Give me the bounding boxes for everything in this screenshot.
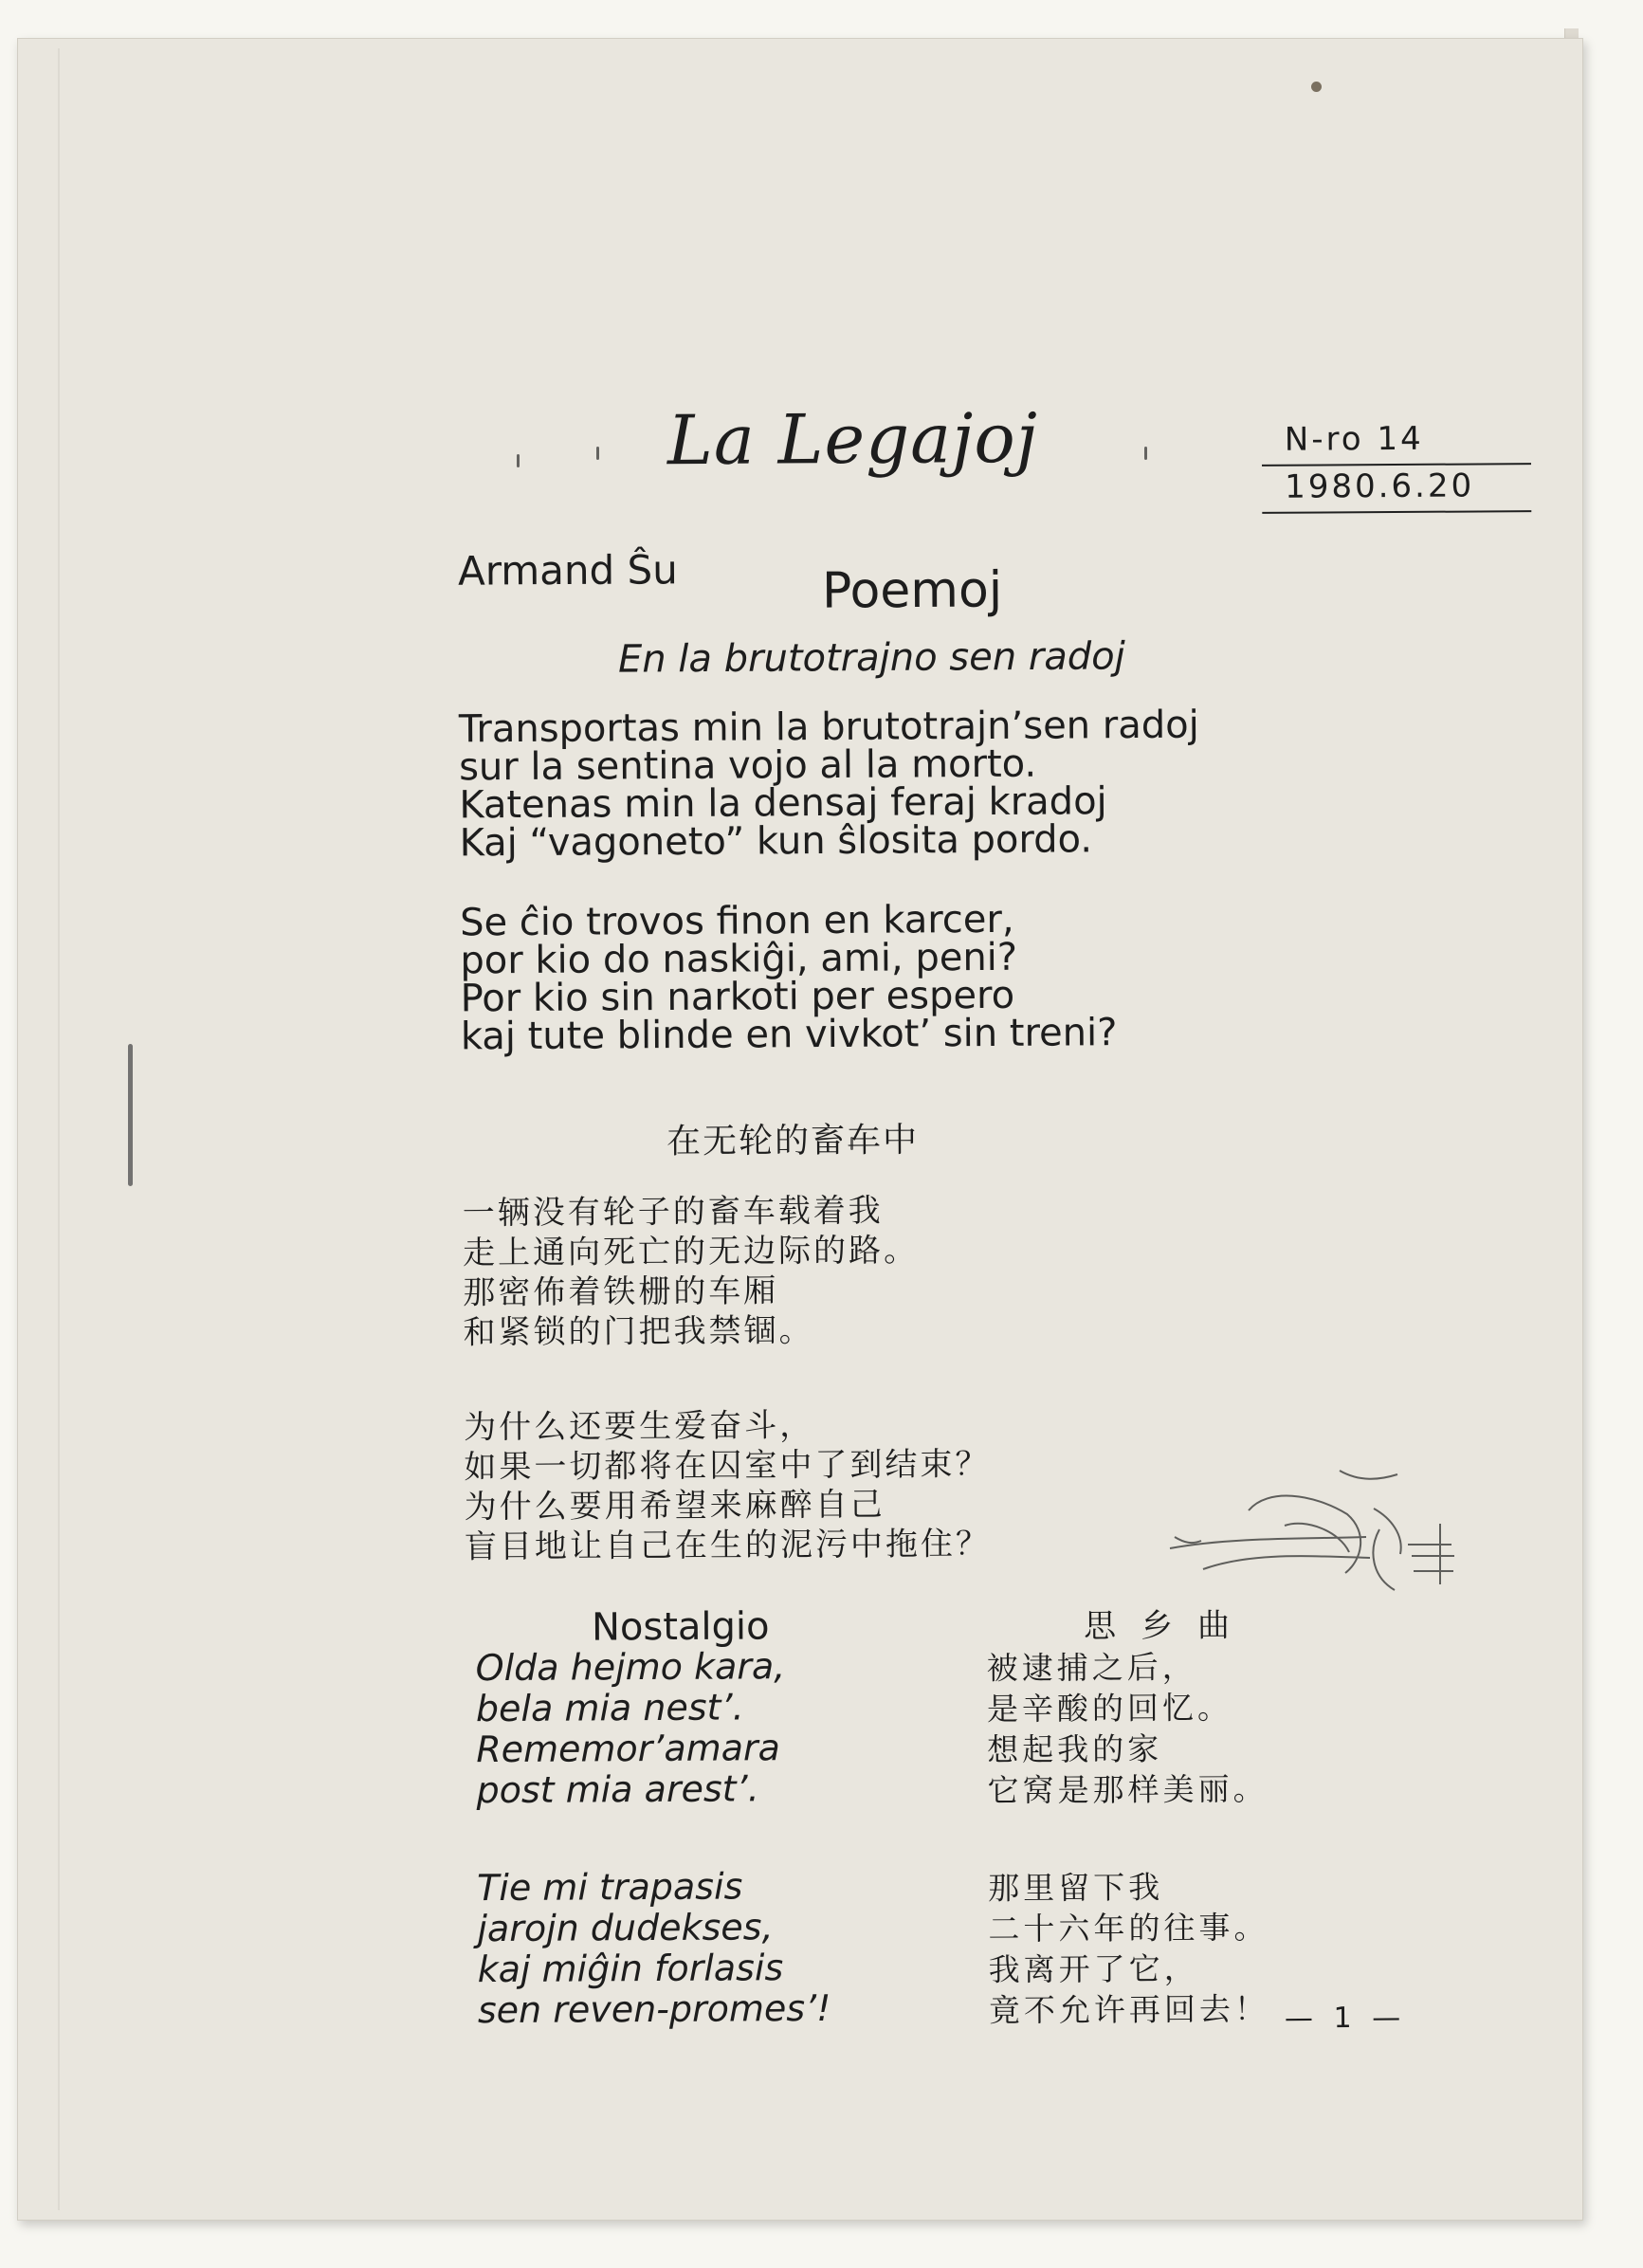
poem-line: 是辛酸的回忆。 (986, 1689, 1233, 1728)
poem-line: 它窝是那样美丽。 (987, 1770, 1269, 1809)
poem-line: 和紧锁的门把我禁锢。 (463, 1311, 814, 1352)
document-page (17, 38, 1583, 2221)
poem-stanza (458, 703, 1200, 866)
poem-line: sen reven-promes’! (477, 1986, 831, 2032)
staple (128, 1044, 133, 1186)
poem-line: 我离开了它， (988, 1949, 1199, 1988)
poem-line: Se ĉio trovos finon en karcer, (459, 897, 1014, 945)
poem-line: 走上通向死亡的无边际的路。 (462, 1231, 920, 1272)
poem-line: 盲目地让自己在生的泥污中拖住？ (464, 1525, 992, 1566)
poem-title-chinese-2: 思乡曲 (1083, 1606, 1255, 1646)
author-name: Armand Ŝu (457, 546, 678, 594)
poem-line: 被逮捕之后， (986, 1648, 1197, 1687)
poem-line: 二十六年的往事。 (988, 1909, 1269, 1948)
poem-stanza (459, 897, 1201, 1059)
poem-line: 那里留下我 (988, 1868, 1164, 1907)
poem-line: bela mia nest’. (475, 1686, 744, 1730)
issue-info (1262, 417, 1532, 514)
sketch-drawing (1165, 1461, 1488, 1622)
poem-line: Kaj “vagoneto” kun ŝlosita pordo. (459, 817, 1093, 866)
document-title: La Legajoj (666, 397, 1039, 481)
poem-stanza (477, 1866, 831, 2031)
poem-stanza (987, 1646, 1269, 1811)
poem-title-chinese: 在无轮的畜车中 (666, 1121, 920, 1161)
poem-line: sur la sentina vojo al la morto. (458, 741, 1037, 790)
poem-esperanto-nostalgio (476, 1646, 831, 2088)
ink-mark (1144, 447, 1147, 460)
poem-stanza (988, 1866, 1269, 2031)
poem-chinese-nostalgio (987, 1646, 1270, 2088)
poem-line: 为什么还要生爱奋斗， (464, 1406, 815, 1447)
issue-date: 1980.6.20 (1262, 465, 1531, 514)
poem-esperanto (458, 703, 1201, 1098)
poem-title: En la brutotrajno sen radoj (617, 634, 1125, 682)
poem-line: 如果一切都将在囚室中了到结束？ (464, 1445, 991, 1487)
ink-mark (596, 447, 599, 460)
poem-line: Katenas min la densaj feraj kradoj (459, 779, 1107, 828)
poem-stanza (463, 1190, 990, 1352)
punch-hole (1311, 82, 1322, 92)
poem-chinese (463, 1190, 992, 1621)
poem-line: Rememor’amara (476, 1727, 781, 1771)
page-number: — 1 — (1284, 2001, 1407, 2036)
poem-line: post mia arest’. (476, 1767, 759, 1812)
poem-line: Olda hejmo kara, (475, 1645, 786, 1690)
poem-line: 为什么要用希望来麻醉自己 (464, 1485, 885, 1527)
poem-stanza (476, 1646, 831, 1811)
poem-line: jarojn dudekses, (477, 1906, 774, 1950)
ink-mark (517, 454, 520, 467)
poem-line: 那密佈着铁栅的车厢 (463, 1271, 779, 1312)
section-title: Poemoj (821, 561, 1003, 620)
page-crease (58, 48, 60, 2210)
poem-line: Transportas min la brutotrajn’sen radoj (458, 703, 1199, 752)
poem-line: Por kio sin narkoti per espero (460, 973, 1015, 1021)
poem-title-esperanto: Nostalgio (591, 1604, 770, 1650)
poem-line: 一辆没有轮子的畜车载着我 (462, 1191, 884, 1233)
poem-line: 竟不允许再回去！ (988, 1990, 1270, 2029)
poem-line: 想起我的家 (987, 1729, 1163, 1768)
poem-stanza (464, 1404, 991, 1566)
poem-line: Tie mi trapasis (476, 1865, 743, 1910)
issue-number: N-ro 14 (1262, 417, 1531, 466)
poem-line: kaj miĝin forlasis (477, 1947, 784, 1991)
poem-line: por kio do naskiĝi, ami, peni? (460, 935, 1018, 983)
poem-line: kaj tute blinde en vivkot’ sin treni? (460, 1011, 1118, 1059)
